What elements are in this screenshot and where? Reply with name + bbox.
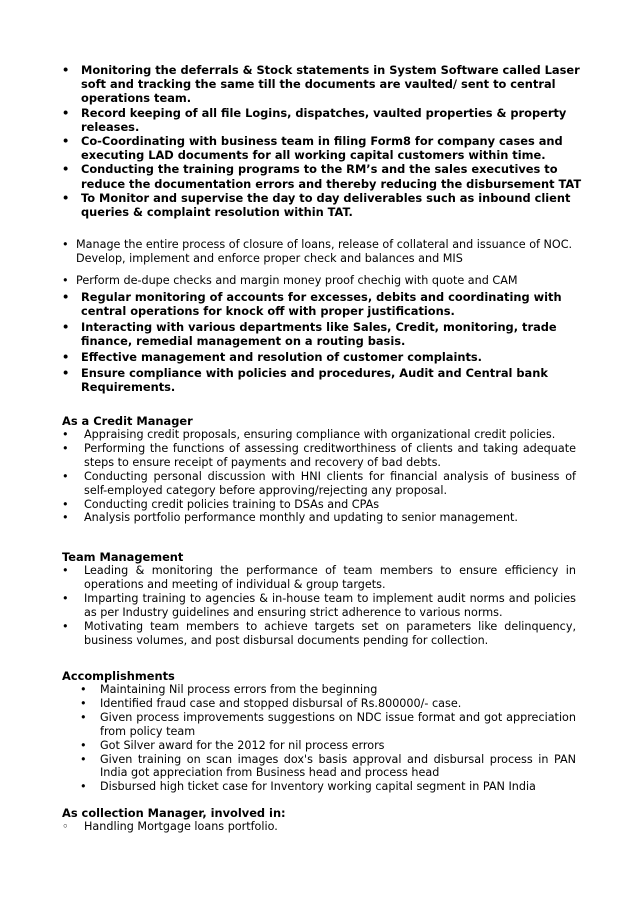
list-item: • Maintaining Nil process errors from the beginning (80, 683, 378, 696)
section-heading-accomplishments: Accomplishments (62, 669, 175, 683)
bullet-icon: • (62, 511, 69, 525)
bullet-icon: • (62, 63, 70, 77)
list-item: • Monitoring the deferrals & Stock statements in System Software called Laser soft and tracking the same till the documents are vaulted/ sent to central operations team. (62, 63, 580, 106)
list-item: • Ensure compliance with policies and procedures, Audit and Central bank Requirements. (62, 365, 548, 394)
list-item: • Got Silver award for the 2012 for nil process errors (80, 738, 385, 752)
bullet-icon: • (80, 738, 87, 752)
bullet-icon: • (80, 696, 87, 710)
responsibilities-list (62, 63, 582, 219)
bullet-icon: • (80, 780, 87, 794)
bullet-icon: • (62, 564, 69, 577)
bullet-icon: • (80, 752, 87, 766)
section-heading-team-management: Team Management (62, 550, 184, 564)
list-item: • To Monitor and supervise the day to day deliverables such as inbound client queries & complaint resolution within TAT. (62, 190, 571, 220)
bullet-icon: • (62, 349, 70, 364)
list-item: • Record keeping of all file Logins, dispatches, vaulted properties & property releases. (62, 105, 567, 134)
list-item: • Conducting credit policies training to DSAs and CPAs (62, 497, 380, 511)
section-heading-collection-manager: As collection Manager, involved in: (62, 806, 286, 820)
bullet-icon: • (62, 591, 69, 605)
bullet-icon: • (62, 238, 69, 251)
list-item: • Conducting the training programs to the RM’s and the sales executives to reduce the documentation errors and thereby reducing the disbursement TAT (62, 162, 582, 191)
list-item: • Performing the functions of assessing creditworthiness of clients and taking adequate steps to ensure receipt of payments and recovery of bad debts. (62, 441, 576, 469)
list-item: • Conducting personal discussion with HNI clients for financial analysis of business of self-employed category before approving/rejecting any proposal. (62, 469, 576, 497)
list-item: • Identified fraud case and stopped disbursal of Rs.800000/- case. (80, 696, 462, 710)
list-item: • Effective management and resolution of customer complaints. (62, 349, 483, 364)
bullet-icon: • (62, 162, 70, 177)
bullet-icon: • (62, 134, 70, 149)
bullet-icon: • (62, 441, 69, 455)
list-item: • Co-Coordinating with business team in filing Form8 for company cases and executing LAD documents for all working capital customers within time. (62, 134, 563, 163)
bullet-icon: • (80, 683, 87, 696)
list-item: • Analysis portfolio performance monthly and updating to senior management. (62, 511, 518, 525)
list-item: • Appraising credit proposals, ensuring compliance with organizational credit policies. (62, 428, 556, 441)
credit-manager-list (62, 428, 576, 525)
list-item: • Imparting training to agencies & in-house team to implement audit norms and policies as per Industry guidelines and ensuring strict adherence to various norms. (62, 591, 576, 619)
list-item: • Leading & monitoring the performance of team members to ensure efficiency in operations and meeting of individual & group targets. (62, 564, 576, 591)
bullet-icon: • (62, 428, 69, 441)
hollow-bullet-icon: ◦ (62, 820, 69, 833)
bullet-icon: • (62, 619, 69, 633)
bullet-icon: • (62, 319, 70, 334)
responsibilities-list-2 (62, 290, 582, 395)
list-item: • Disbursed high ticket case for Inventory working capital segment in PAN India (80, 780, 536, 794)
list-item: • Regular monitoring of accounts for excesses, debits and coordinating with central operations for knock off with proper justifications. (62, 290, 562, 319)
bullet-icon: • (62, 290, 70, 304)
bullet-icon: • (62, 497, 69, 511)
section-heading-credit-manager: As a Credit Manager (62, 414, 193, 428)
list-item: • Manage the entire process of closure of loans, release of collateral and issuance of NOC. Develop, implement and enforce proper check and balances and MIS (62, 238, 573, 265)
bullet-icon: • (62, 190, 70, 205)
bullet-icon: • (80, 710, 87, 724)
team-management-list (62, 564, 576, 647)
collection-manager-list (62, 820, 576, 834)
list-item: • Interacting with various departments like Sales, Credit, monitoring, trade finance, remedial management on a routing basis. (62, 319, 557, 349)
list-item: • Motivating team members to achieve targets set on parameters like delinquency, business volumes, and post disbursal documents pending for collection. (62, 619, 576, 647)
bullet-icon: • (62, 274, 69, 287)
list-item: • Perform de-dupe checks and margin money proof chechig with quote and CAM (62, 274, 518, 287)
accomplishments-list (80, 683, 576, 794)
bullet-icon: • (62, 365, 70, 380)
bullet-icon: • (62, 469, 69, 483)
list-item: • Given training on scan images dox's basis approval and disbursal process in PAN India got appreciation from Business head and process head (80, 752, 576, 780)
list-item: ◦ Handling Mortgage loans portfolio. (62, 820, 278, 833)
bullet-icon: • (62, 105, 70, 120)
list-item: • Given process improvements suggestions on NDC issue format and got appreciation from policy team (80, 710, 576, 738)
